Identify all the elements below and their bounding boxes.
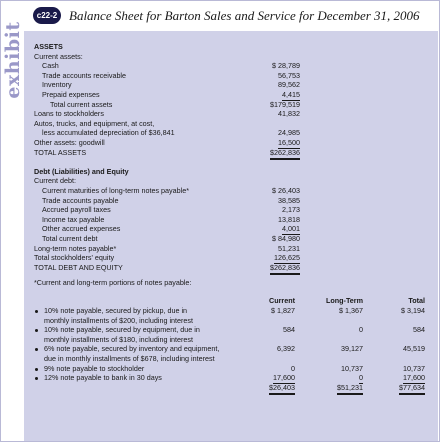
row-amount: 126,625 [274, 253, 300, 263]
balance-sheet-row [24, 167, 438, 177]
footnote-text: *Current and long-term portions of notes payable: [34, 278, 192, 288]
balance-sheet-row [24, 196, 438, 206]
note-line [24, 364, 438, 374]
note-total-value: 45,519 [403, 344, 425, 354]
note-description: monthly installments of $180, including interest [44, 334, 194, 344]
row-amount: 2,173 [282, 205, 300, 215]
notes-column-header: Long-Term [326, 296, 363, 306]
note-total-value: 17,600 [403, 373, 425, 383]
bullet-dot [35, 310, 38, 313]
row-amount: 89,562 [278, 80, 300, 90]
note-description: 10% note payable, secured by pickup, due in [44, 306, 188, 315]
row-amount: $ 28,789 [272, 61, 300, 71]
row-label: Total current assets [50, 99, 113, 109]
balance-sheet-row [24, 205, 438, 215]
row-label: Other assets: goodwill [34, 138, 105, 147]
note-total-value: 10,737 [403, 363, 425, 373]
row-amount: 4,415 [282, 90, 300, 99]
row-label: TOTAL DEBT AND EQUITY [34, 262, 123, 272]
balance-sheet-row [24, 186, 438, 196]
row-amount: $ 84,980 [272, 234, 300, 243]
row-label: Loans to stockholders [34, 109, 104, 119]
row-label: Income tax payable [42, 214, 105, 224]
note-total-value: 584 [413, 325, 425, 335]
balance-sheet-row [24, 157, 438, 167]
balance-sheet-row [24, 176, 438, 186]
exhibit-header [24, 1, 439, 31]
notes-column-header: Total [408, 296, 425, 306]
balance-sheet-row [24, 90, 438, 100]
balance-sheet-row [24, 71, 438, 81]
exhibit-title: Balance Sheet for Barton Sales and Service for December 31, 2006 [69, 8, 420, 23]
note-description: 10% note payable, secured by equipment, due in [44, 325, 200, 335]
row-label: Autos, trucks, and equipment, at cost, [34, 118, 155, 128]
row-label: Cash [42, 61, 59, 71]
row-amount: 56,753 [278, 70, 300, 80]
row-label: Prepaid expenses [42, 90, 100, 99]
balance-sheet-row [24, 234, 438, 244]
row-label: Current maturities of long-term notes payable* [42, 186, 190, 195]
balance-sheet-row [24, 42, 438, 52]
note-line [24, 335, 438, 345]
note-line [24, 325, 438, 335]
balance-sheet-row [24, 52, 438, 62]
balance-sheet-row [24, 148, 438, 158]
balance-sheet-row [24, 128, 438, 138]
row-label: Total current debt [42, 234, 98, 243]
note-current-value: 584 [283, 325, 295, 335]
notes-column-header: Current [269, 296, 295, 306]
notes-totals-row [24, 383, 438, 393]
bullet-dot [35, 377, 38, 380]
row-amount: 41,832 [278, 109, 300, 119]
row-label: Trade accounts payable [42, 195, 119, 205]
balance-sheet-row [24, 100, 438, 110]
balance-sheet-row [24, 119, 438, 129]
bullet-dot [35, 348, 38, 351]
row-amount: $ 26,403 [272, 186, 300, 195]
exhibit-sidebar [1, 1, 24, 441]
notes-total-total: $77,634 [399, 383, 425, 395]
row-label: TOTAL ASSETS [34, 147, 87, 157]
balance-sheet-panel [24, 31, 438, 441]
note-line [24, 373, 438, 383]
balance-sheet-row [24, 138, 438, 148]
row-amount: 4,001 [282, 224, 300, 234]
row-amount: 13,818 [278, 214, 300, 224]
balance-sheet-row [24, 244, 438, 254]
row-label: ASSETS [34, 42, 63, 51]
row-label: Long-term notes payable* [34, 243, 117, 253]
bullet-dot [35, 368, 38, 371]
note-description: 9% note payable to stockholder [44, 363, 145, 373]
row-amount: $179,519 [270, 99, 300, 109]
note-description: 12% note payable to bank in 30 days [44, 373, 162, 383]
note-long-term-value: 0 [359, 325, 363, 335]
row-label: Total stockholders' equity [34, 253, 115, 263]
balance-sheet-row [24, 61, 438, 71]
row-label: less accumulated depreciation of $36,841 [42, 128, 175, 138]
row-label: Current debt: [34, 176, 76, 186]
row-label: Current assets: [34, 51, 83, 61]
note-current-value: $ 1,827 [271, 306, 295, 315]
balance-sheet-row [24, 215, 438, 225]
note-line [24, 344, 438, 354]
balance-sheet-row [24, 80, 438, 90]
exhibit-number-badge: c22-2 [33, 7, 61, 24]
note-line [24, 306, 438, 316]
note-long-term-value: 39,127 [341, 344, 363, 354]
note-current-value: 17,600 [273, 373, 295, 383]
balance-sheet-row [24, 253, 438, 263]
notes-header-row [24, 296, 438, 306]
bullet-dot [35, 329, 38, 332]
note-line [24, 316, 438, 326]
balance-sheet-row [24, 109, 438, 119]
note-line [24, 354, 438, 364]
row-label: Inventory [42, 80, 72, 90]
row-label: Debt (Liabilities) and Equity [34, 166, 129, 176]
balance-sheet-row [24, 224, 438, 234]
row-amount: $262,836 [270, 148, 300, 160]
balance-sheet-row [24, 263, 438, 273]
note-long-term-value: 0 [359, 373, 363, 383]
row-label: Accrued payroll taxes [42, 205, 111, 215]
note-current-value: 0 [291, 363, 295, 373]
row-amount: 24,985 [278, 128, 300, 138]
note-description: due in monthly installments of $678, including interest [44, 354, 215, 363]
row-amount: $262,836 [270, 263, 300, 275]
note-description: 6% note payable, secured by inventory and equipment, [44, 344, 220, 354]
note-current-value: 6,392 [277, 344, 295, 354]
notes-total-current: $26,403 [269, 383, 295, 395]
note-long-term-value: $ 1,367 [339, 306, 363, 315]
row-label: Other accrued expenses [42, 224, 121, 234]
row-label: Trade accounts receivable [42, 70, 127, 80]
row-amount: 51,231 [278, 243, 300, 253]
note-description: monthly installments of $200, including interest [44, 315, 194, 325]
note-total-value: $ 3,194 [401, 306, 425, 315]
notes-total-long-term: $51,231 [337, 383, 363, 395]
note-long-term-value: 10,737 [341, 363, 363, 373]
row-amount: 16,500 [278, 138, 300, 147]
exhibit-label: exhibit [2, 21, 24, 99]
row-amount: 38,585 [278, 195, 300, 205]
